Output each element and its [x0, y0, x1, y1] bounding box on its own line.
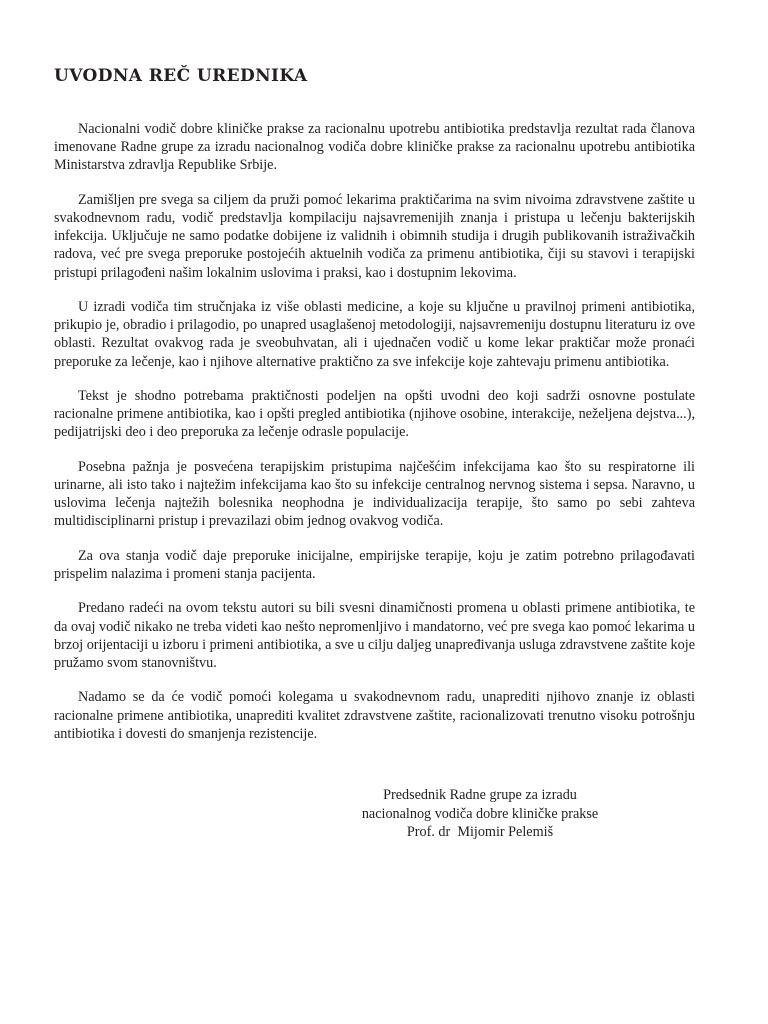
signature-block	[300, 786, 660, 842]
paragraph-2: Zamišljen pre svega sa ciljem da pruži pomoć lekarima praktičarima na svim nivoima zdravstvene zaštite u svakodnevnom radu, vodič predstavlja kompilaciju najsavremenijih znanja i pristupa u lečenju bakterijskih infekcija. Uključuje ne samo podatke dobijene iz validnih i obimnih studija i drugih publikovanih istraživačkih radova, već pre svega preporuke postojećih aktuelnih vodiča za primenu antibiotika, čiji su stavovi i terapijski pristupi prilagođeni našim lokalnim uslovima i praksi, kao i dostupnim lekovima.	[54, 191, 695, 281]
paragraph-5: Posebna pažnja je posvećena terapijskim pristupima najčešćim infekcijama kao što su respiratorne ili urinarne, ali isto tako i najtežim infekcijama kao što su infekcije centralnog nervnog sistema i sepsa. Naravno, u uslovima lečenja najtežih bolesnika neophodna je individualizacija terapije, što samo po sebi zahteva multidisciplinarni pristup i prevazilazi obim jednog ovakvog vodiča.	[54, 458, 695, 530]
signature-name: Prof. dr Mijomir Pelemiš	[406, 824, 554, 841]
signature-role: Predsednik Radne grupe za izradu	[383, 787, 577, 803]
signature-affiliation: nacionalnog vodiča dobre kliničke prakse	[361, 805, 599, 822]
paragraph-4: Tekst je shodno potrebama praktičnosti podeljen na opšti uvodni deo koji sadrži osnovne postulate racionalne primene antibiotika, kao i opšti pregled antibiotika (njihove osobine, interakcije, neželjena dejstva...), pedijatrijski deo i deo preporuka za lečenje odrasle populacije.	[54, 388, 695, 441]
page-title: UVODNA REČ UREDNIKA	[54, 66, 308, 86]
body-text	[54, 120, 695, 759]
paragraph-6: Za ova stanja vodič daje preporuke inicijalne, empirijske terapije, koju je zatim potrebno prilagođavati prispelim nalazima i promeni stanja pacijenta.	[54, 547, 695, 582]
paragraph-1: Nacionalni vodič dobre kliničke prakse za racionalnu upotrebu antibiotika predstavlja rezultat rada članova imenovane Radne grupe za izradu nacionalnog vodiča dobre kliničke prakse za racionalnu upotrebu antibiotika Ministarstva zdravlja Republike Srbije.	[54, 121, 695, 174]
paragraph-7: Predano radeći na ovom tekstu autori su bili svesni dinamičnosti promena u oblasti primene antibiotika, te da ovaj vodič nikako ne treba videti kao nešto nepromenljivo i mandatorno, već pre svega kao pomoć lekarima u brzoj orijentaciji u izboru i primeni antibiotika, a sve u cilju daljeg unapređivanja usluga zdravstvene zaštite koje pružamo svom stanovništvu.	[54, 600, 695, 671]
paragraph-3: U izradi vodiča tim stručnjaka iz više oblasti medicine, a koje su ključne u pravilnoj primeni antibiotika, prikupio je, obradio i prilagodio, po unapred usaglašenoj metodologiji, najsavremeniju dostupnu literaturu iz ove oblasti. Rezultat ovakvog rada je sveobuhvatan, ali i ujednačen vodič u kome lekar praktičar može pronaći preporuke za lečenje, kao i njihove alternative praktično za sve infekcije koje zahtevaju primenu antibiotika.	[54, 299, 695, 370]
paragraph-8: Nadamo se da će vodič pomoći kolegama u svakodnevnom radu, unaprediti njihovo znanje iz oblasti racionalne primene antibiotika, unaprediti kvalitet zdravstvene zaštite, racionalizovati trenutno visoku potrošnju antibiotika i dovesti do smanjenja rezistencije.	[54, 689, 695, 742]
